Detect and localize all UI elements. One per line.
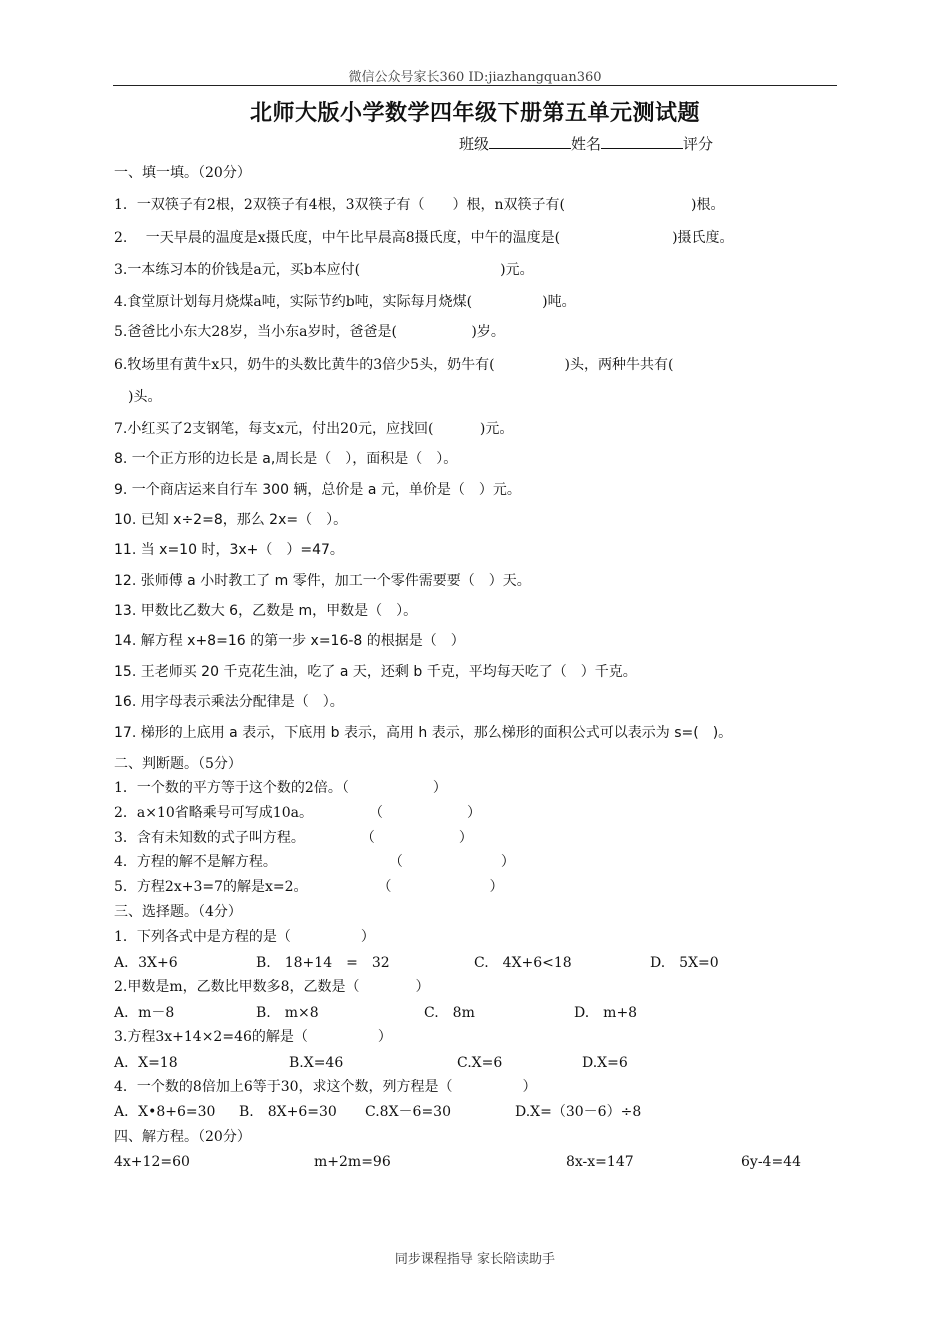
choice-question: 1．下列各式中是方程的是（ ） [114,929,375,945]
fill-item: 4.食堂原计划每月烧煤a吨，实际节约b吨，实际每月烧煤( )吨。 [114,294,576,310]
equation: 4x+12=60 [114,1154,190,1170]
header-watermark: 微信公众号家长360 ID:jiazhangquan360 [348,70,602,85]
fill-item: 9. 一个商店运来自行车 300 辆，总价是 a 元，单价是（ ）元。 [114,482,521,498]
choice-heading: 三、选择题。（4分） [114,904,242,920]
score-label: 评分 [683,135,714,153]
equation: m+2m=96 [314,1154,391,1170]
fill-item: 15. 王老师买 20 千克花生油，吃了 a 天，还剩 b 千克，平均每天吃了（ ）千克。 [114,664,637,680]
judge-item: 3．含有未知数的式子叫方程。 （ ） [114,830,473,846]
choice-option: B.X=46 [289,1055,344,1071]
equation: 6y-4=44 [741,1154,801,1170]
choice-option: C.8X－6=30 [365,1104,451,1120]
fill-item: 3.一本练习本的价钱是a元，买b本应付( )元。 [114,262,534,278]
choice-option: C. 8m [424,1005,475,1021]
judge-item: 1．一个数的平方等于这个数的2倍。（ ） [114,780,447,796]
fill-item: 2. 一天早晨的温度是x摄氏度，中午比早晨高8摄氏度，中午的温度是( )摄氏度。 [114,230,734,246]
judge-item: 4．方程的解不是解方程。 （ ） [114,854,515,870]
choice-option: A．X=18 [114,1055,178,1071]
choice-option: B. 18+14 = 32 [256,955,390,971]
solve-heading: 四、解方程。（20分） [114,1129,251,1145]
fill-heading: 一、填一填。（20分） [114,165,251,181]
fill-item: 1．一双筷子有2根，2双筷子有4根，3双筷子有（ ）根，n双筷子有( )根。 [114,197,725,213]
choice-option: C. 4X+6<18 [474,955,572,971]
fill-item: 13. 甲数比乙数大 6，乙数是 m，甲数是（ ）。 [114,603,418,619]
fill-item-continued: )头。 [114,389,162,405]
judge-heading: 二、判断题。（5分） [114,756,242,772]
fill-item: 5.爸爸比小东大28岁，当小东a岁时，爸爸是( )岁。 [114,324,505,340]
name-blank [601,135,683,149]
choice-option: C.X=6 [457,1055,503,1071]
header-rule [113,85,837,86]
class-label: 班级 [459,135,490,153]
choice-option: D. m+8 [574,1005,638,1021]
choice-option: A．3X+6 [114,955,178,971]
equation: 8x-x=147 [566,1154,634,1170]
choice-option: D.X=（30－6）÷8 [515,1104,642,1120]
fill-item: 16. 用字母表示乘法分配律是（ ）。 [114,694,344,710]
choice-option: B. m×8 [256,1005,319,1021]
judge-item: 5．方程2x+3=7的解是x=2。 （ ） [114,879,504,895]
choice-option: D.X=6 [582,1055,628,1071]
page-title: 北师大版小学数学四年级下册第五单元测试题 [249,101,700,126]
choice-question: 4．一个数的8倍加上6等于30，求这个数，列方程是（ ） [114,1079,537,1095]
choice-option: A．X•8+6=30 [114,1104,216,1120]
choice-question: 3.方程3x+14×2=46的解是（ ） [114,1029,392,1045]
page-footer: 同步课程指导 家长陪读助手 [394,1252,556,1267]
class-blank [489,135,571,149]
choice-question: 2.甲数是m，乙数比甲数多8，乙数是（ ） [114,979,430,995]
fill-item: 12. 张师傅 a 小时教工了 m 零件，加工一个零件需要要（ ）天。 [114,573,531,589]
name-label: 姓名 [571,135,602,153]
fill-item: 11. 当 x=10 时，3x+（ ）=47。 [114,542,344,558]
judge-item: 2．a×10省略乘号可写成10a。 （ ） [114,805,481,821]
fill-item: 8. 一个正方形的边长是 a,周长是（ ），面积是（ ）。 [114,451,458,467]
fill-item: 10. 已知 x÷2=8，那么 2x=（ ）。 [114,512,348,528]
fill-item: 17. 梯形的上底用 a 表示，下底用 b 表示，高用 h 表示，那么梯形的面积公式可以表示为 s=( )。 [114,725,733,741]
choice-option: D. 5X=0 [650,955,719,971]
student-info [459,133,713,154]
choice-option: A．m－8 [114,1005,175,1021]
fill-item: 6.牧场里有黄牛x只，奶牛的头数比黄牛的3倍少5头，奶牛有( )头，两种牛共有( [114,357,674,373]
fill-item: 7.小红买了2支钢笔，每支x元，付出20元，应找回( )元。 [114,421,514,437]
fill-item: 14. 解方程 x+8=16 的第一步 x=16-8 的根据是（ ） [114,633,465,649]
choice-option: B. 8X+6=30 [239,1104,337,1120]
